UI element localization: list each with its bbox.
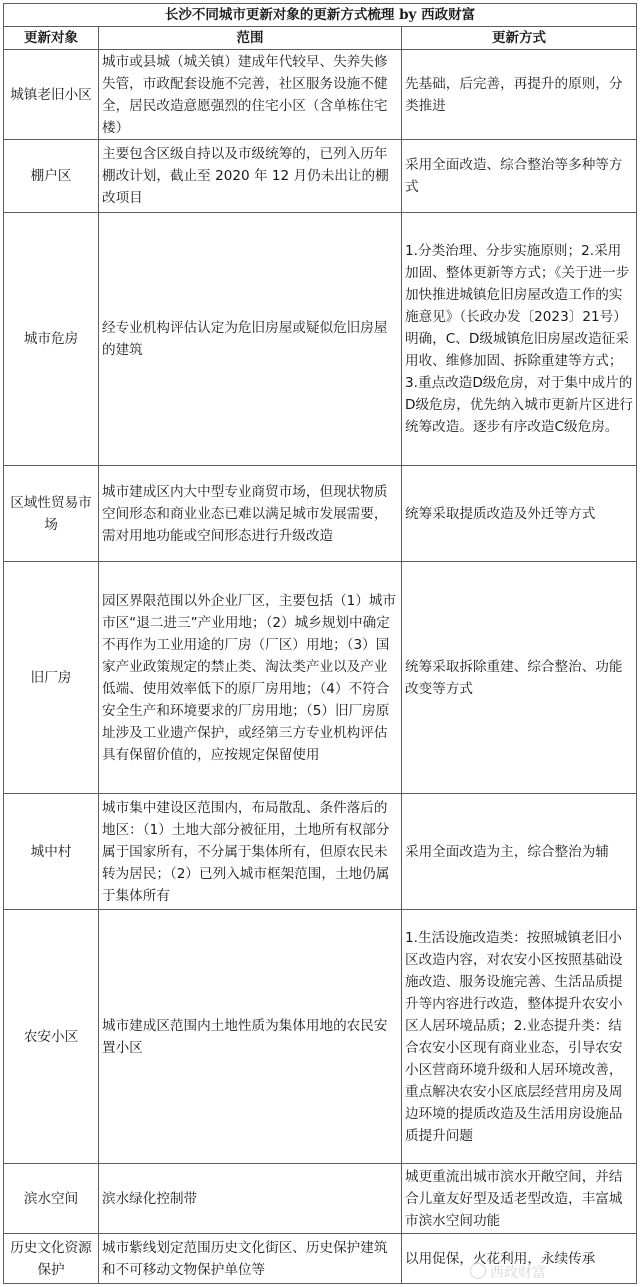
row-scope: 经专业机构评估认定为危旧房屋或疑似危旧房屋的建筑 xyxy=(99,213,402,466)
row-method: 以用促保，火花利用，永续传承 xyxy=(402,1234,637,1284)
row-object: 滨水空间 xyxy=(4,1164,99,1234)
row-object: 城中村 xyxy=(4,794,99,910)
table-row xyxy=(4,562,637,794)
row-method: 统筹采取提质改造及外迁等方式 xyxy=(402,466,637,562)
row-scope: 滨水绿化控制带 xyxy=(99,1164,402,1234)
row-scope: 城市建成区范围内土地性质为集体用地的农民安置小区 xyxy=(99,910,402,1164)
table-row xyxy=(4,140,637,213)
row-object: 旧厂房 xyxy=(4,562,99,794)
row-method: 1.分类治理、分步实施原则；2.采用加固、整体更新等方式；《关于进一步加快推进城镇危旧房屋改造工作的实施意见》（长政办发〔2023〕21号）明确，C、D级城镇危旧房屋改造征采用收、维修加固、拆除重建等方式；3.重点改造D级危房，对于集中成片的D级危房，优先纳入城市更新片区进行统筹改造。逐步有序改造C级危房。 xyxy=(402,213,637,466)
row-object: 棚户区 xyxy=(4,140,99,213)
header-scope: 范围 xyxy=(99,27,402,50)
row-scope: 城市建成区内大中型专业商贸市场，但现状物质空间形态和商业业态已难以满足城市发展需要，需对用地功能或空间形态进行升级改造 xyxy=(99,466,402,562)
header-method: 更新方式 xyxy=(402,27,637,50)
row-object: 农安小区 xyxy=(4,910,99,1164)
table-row xyxy=(4,794,637,910)
row-object: 区域性贸易市场 xyxy=(4,466,99,562)
row-scope: 城市或县城（城关镇）建成年代较早、失养失修失管，市政配套设施不完善，社区服务设施不健全，居民改造意愿强烈的住宅小区（含单栋住宅楼） xyxy=(99,50,402,140)
row-method: 采用全面改造为主，综合整治为辅 xyxy=(402,794,637,910)
row-method: 先基础，后完善，再提升的原则，分类推进 xyxy=(402,50,637,140)
table-title: 长沙不同城市更新对象的更新方式梳理 by 西政财富 xyxy=(4,4,637,27)
row-scope: 园区界限范围以外企业厂区，主要包括（1）城市市区“退二进三”产业用地；（2）城乡规划中确定不再作为工业用途的厂房（厂区）用地；（3）国家产业政策规定的禁止类、淘汰类产业以及产业低端、使用效率低下的原厂房用地；（4）不符合安全生产和环境要求的厂房用地；（5）旧厂房原址涉及工业遗产保护，或经第三方专业机构评估具有保留价值的，应按规定保留使用 xyxy=(99,562,402,794)
row-scope: 城市紫线划定范围历史文化街区、历史保护建筑和不可移动文物保护单位等 xyxy=(99,1234,402,1284)
table-row xyxy=(4,1234,637,1284)
header-object: 更新对象 xyxy=(4,27,99,50)
table-row xyxy=(4,1164,637,1234)
table-row xyxy=(4,50,637,140)
table-row xyxy=(4,213,637,466)
row-object: 城镇老旧小区 xyxy=(4,50,99,140)
row-method: 城更重流出城市滨水开敞空间，并结合儿童友好型及适老型改造，丰富城市滨水空间功能 xyxy=(402,1164,637,1234)
watermark-text: 西政财富 xyxy=(490,1265,546,1281)
row-method: 统筹采取拆除重建、综合整治、功能改变等方式 xyxy=(402,562,637,794)
row-method: 1.生活设施改造类：按照城镇老旧小区改造内容，对农安小区按照基础设施改造、服务设施完善、生活品质提升等内容进行改造，整体提升农安小区人居环境品质；2.业态提升类：结合农安小区现有商业业态，引导农安小区营商环境升级和人居环境改善，重点解决农安小区底层经营用房及周边环境的提质改造及生活用房设施品质提升问题 xyxy=(402,910,637,1164)
row-scope: 城市集中建设区范围内，布局散乱、条件落后的地区：（1）土地大部分被征用，土地所有权部分属于国家所有，不分属于集体所有，但原农民未转为居民；（2）已列入城市框架范围，土地仍属于集体所有 xyxy=(99,794,402,910)
row-object: 历史文化资源保护 xyxy=(4,1234,99,1284)
row-object: 城市危房 xyxy=(4,213,99,466)
table-row xyxy=(4,910,637,1164)
table-row xyxy=(4,466,637,562)
row-scope: 主要包含区级自持以及市级统筹的，已列入历年棚改计划，截止至 2020 年 12 月仍未出让的棚改项目 xyxy=(99,140,402,213)
row-method: 采用全面改造、综合整治等多种等方式 xyxy=(402,140,637,213)
renewal-table xyxy=(3,3,637,1284)
